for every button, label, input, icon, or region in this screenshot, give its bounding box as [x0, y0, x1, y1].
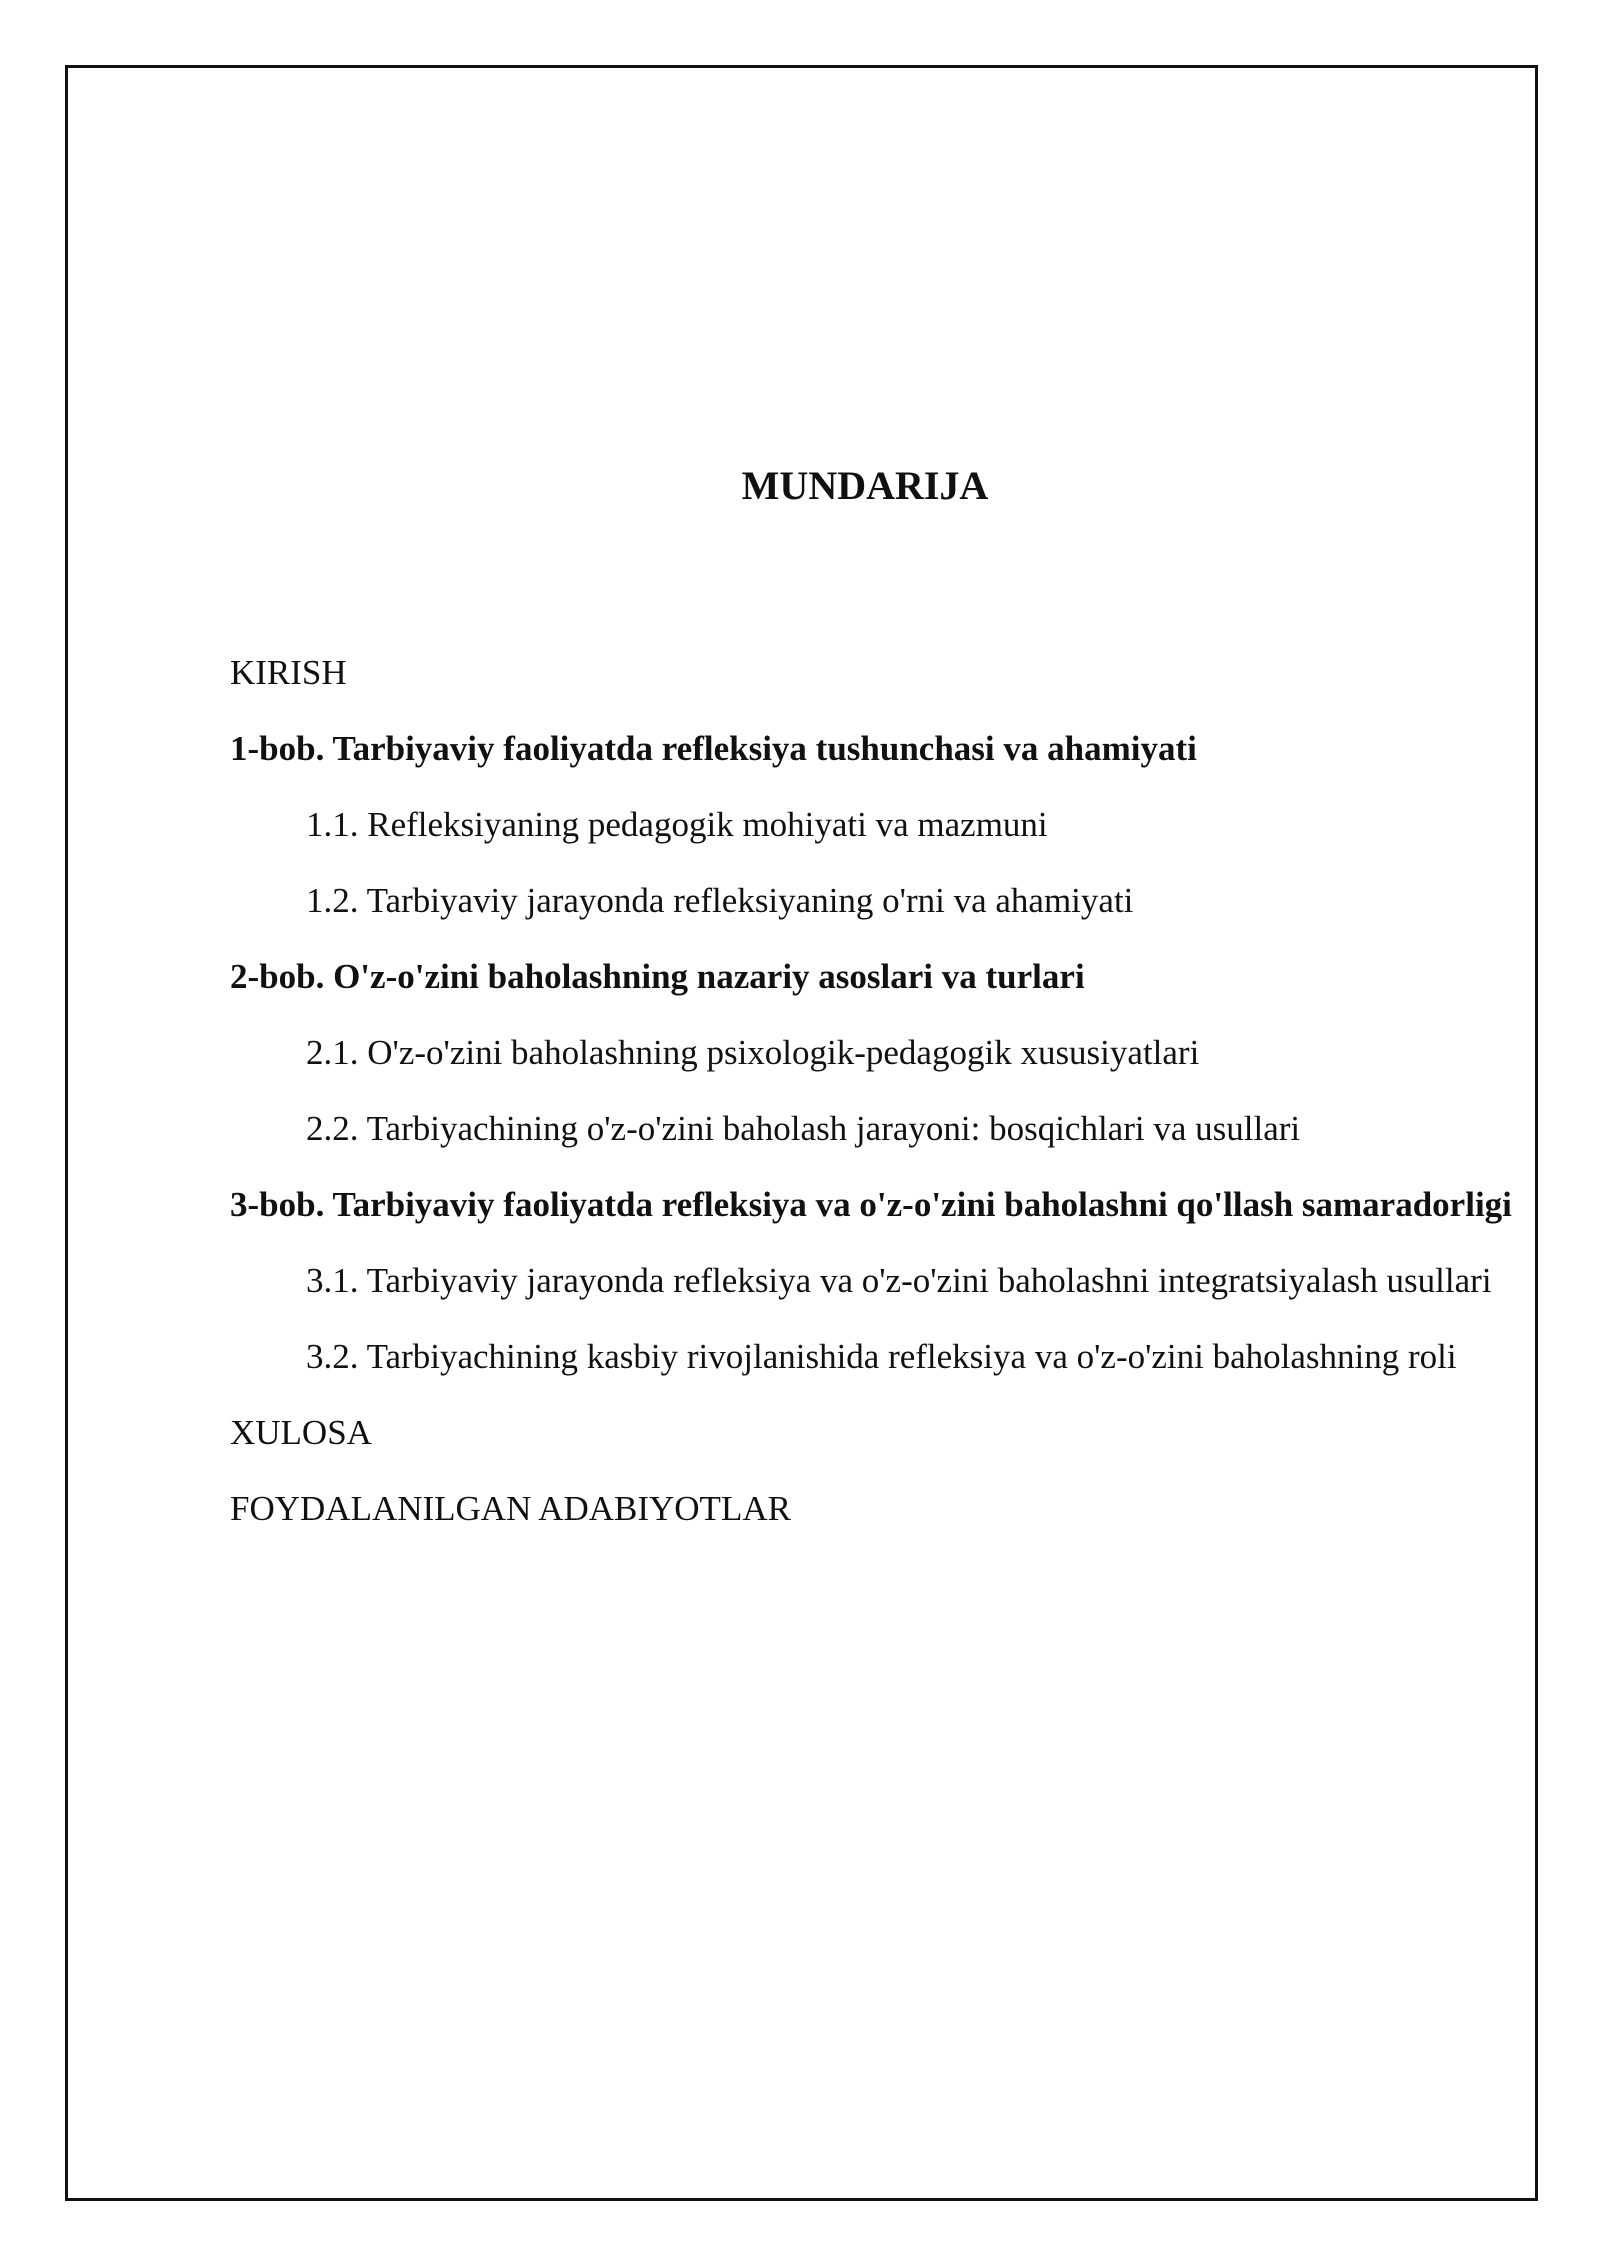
toc-chapter-2: 2-bob. O'z-o'zini baholashning nazariy asoslari va turlari: [230, 957, 1085, 996]
toc-chapter-3: 3-bob. Tarbiyaviy faoliyatda refleksiya va o'z-o'zini baholashni qo'llash samaradorligi: [230, 1185, 1512, 1224]
toc-section-1-1: 1.1. Refleksiyaning pedagogik mohiyati va mazmuni: [306, 805, 1048, 844]
table-of-contents: [230, 640, 1520, 1552]
toc-section-2-2: 2.2. Tarbiyachining o'z-o'zini baholash jarayoni: bosqichlari va usullari: [306, 1109, 1301, 1148]
toc-section-3-1: 3.1. Tarbiyaviy jarayonda refleksiya va o'z-o'zini baholashni integratsiyalash usullari: [306, 1261, 1492, 1300]
toc-intro: KIRISH: [230, 653, 347, 692]
toc-conclusion: XULOSA: [230, 1413, 372, 1452]
toc-references: FOYDALANILGAN ADABIYOTLAR: [230, 1489, 791, 1528]
toc-section-2-1: 2.1. O'z-o'zini baholashning psixologik-pedagogik xususiyatlari: [306, 1033, 1200, 1072]
toc-section-1-2: 1.2. Tarbiyaviy jarayonda refleksiyaning o'rni va ahamiyati: [306, 881, 1134, 920]
toc-chapter-1: 1-bob. Tarbiyaviy faoliyatda refleksiya tushunchasi va ahamiyati: [230, 729, 1197, 768]
toc-section-3-2: 3.2. Tarbiyachining kasbiy rivojlanishida refleksiya va o'z-o'zini baholashning roli: [306, 1337, 1457, 1376]
page-title: MUNDARIJA: [741, 463, 989, 508]
